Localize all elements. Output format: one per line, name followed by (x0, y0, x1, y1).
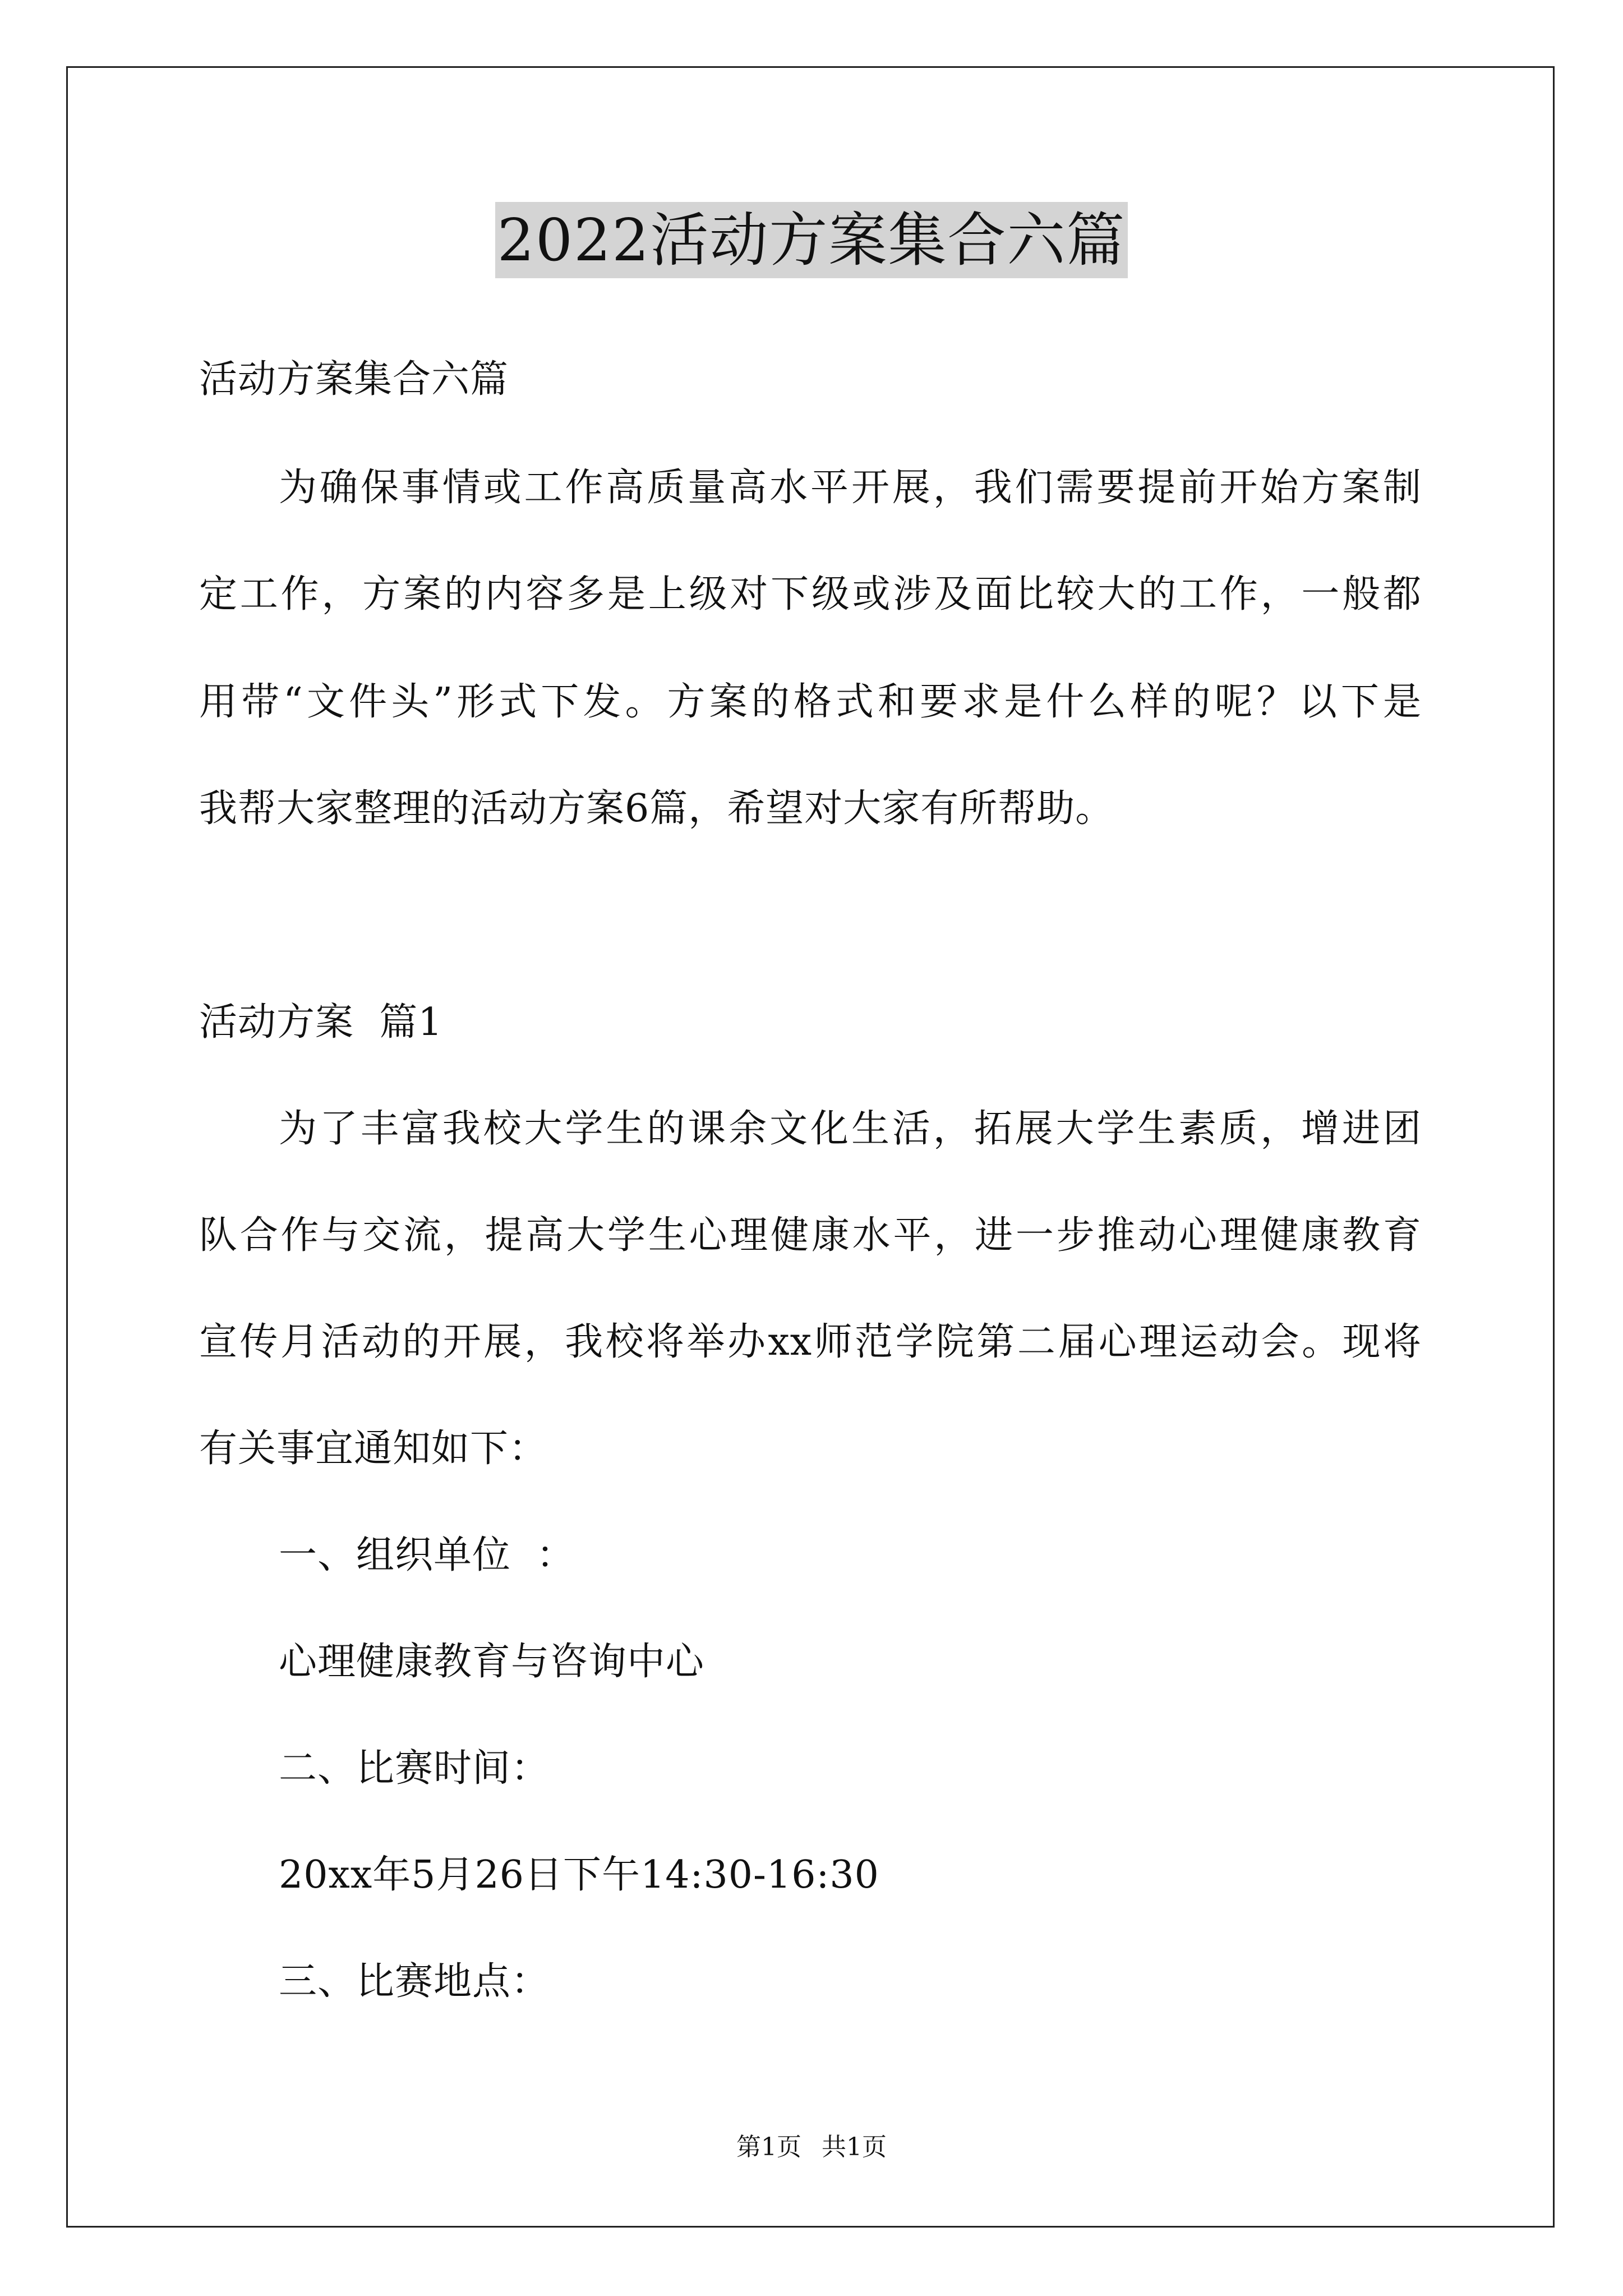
title-container (0, 202, 1623, 278)
section-line-2: 队合作与交流，提高大学生心理健康水平，进一步推动心理健康教育 (199, 1213, 1422, 1258)
intro-line-4: 我帮大家整理的活动方案6篇，希望对大家有所帮助。 (199, 786, 1114, 831)
section-line-3: 宣传月活动的开展，我校将举办xx师范学院第二届心理运动会。现将 (199, 1320, 1422, 1364)
page-footer (0, 2131, 1623, 2164)
section-heading: 活动方案 篇1 (199, 1000, 443, 1045)
document-subtitle: 活动方案集合六篇 (199, 357, 509, 402)
item-location-heading: 三、比赛地点： (279, 1959, 550, 2004)
item-time-value: 20xx年5月26日下午14:30-16:30 (279, 1853, 879, 1897)
item-time-heading: 二、比赛时间： (279, 1746, 550, 1791)
page-current: 第1页 (736, 2133, 801, 2161)
document-title: 2022活动方案集合六篇 (495, 202, 1128, 278)
intro-line-1: 为确保事情或工作高质量高水平开展，我们需要提前开始方案制 (279, 466, 1422, 510)
intro-line-3: 用带“文件头”形式下发。方案的格式和要求是什么样的呢？以下是 (199, 680, 1422, 724)
section-line-1: 为了丰富我校大学生的课余文化生活，拓展大学生素质，增进团 (279, 1107, 1422, 1151)
item-organizer-value: 心理健康教育与咨询中心 (279, 1640, 705, 1684)
item-organizer-heading: 一、组织单位 ： (279, 1533, 575, 1577)
intro-line-2: 定工作，方案的内容多是上级对下级或涉及面比较大的工作，一般都 (199, 572, 1422, 616)
page-total: 共1页 (822, 2133, 887, 2161)
section-line-4: 有关事宜通知如下： (199, 1427, 548, 1471)
